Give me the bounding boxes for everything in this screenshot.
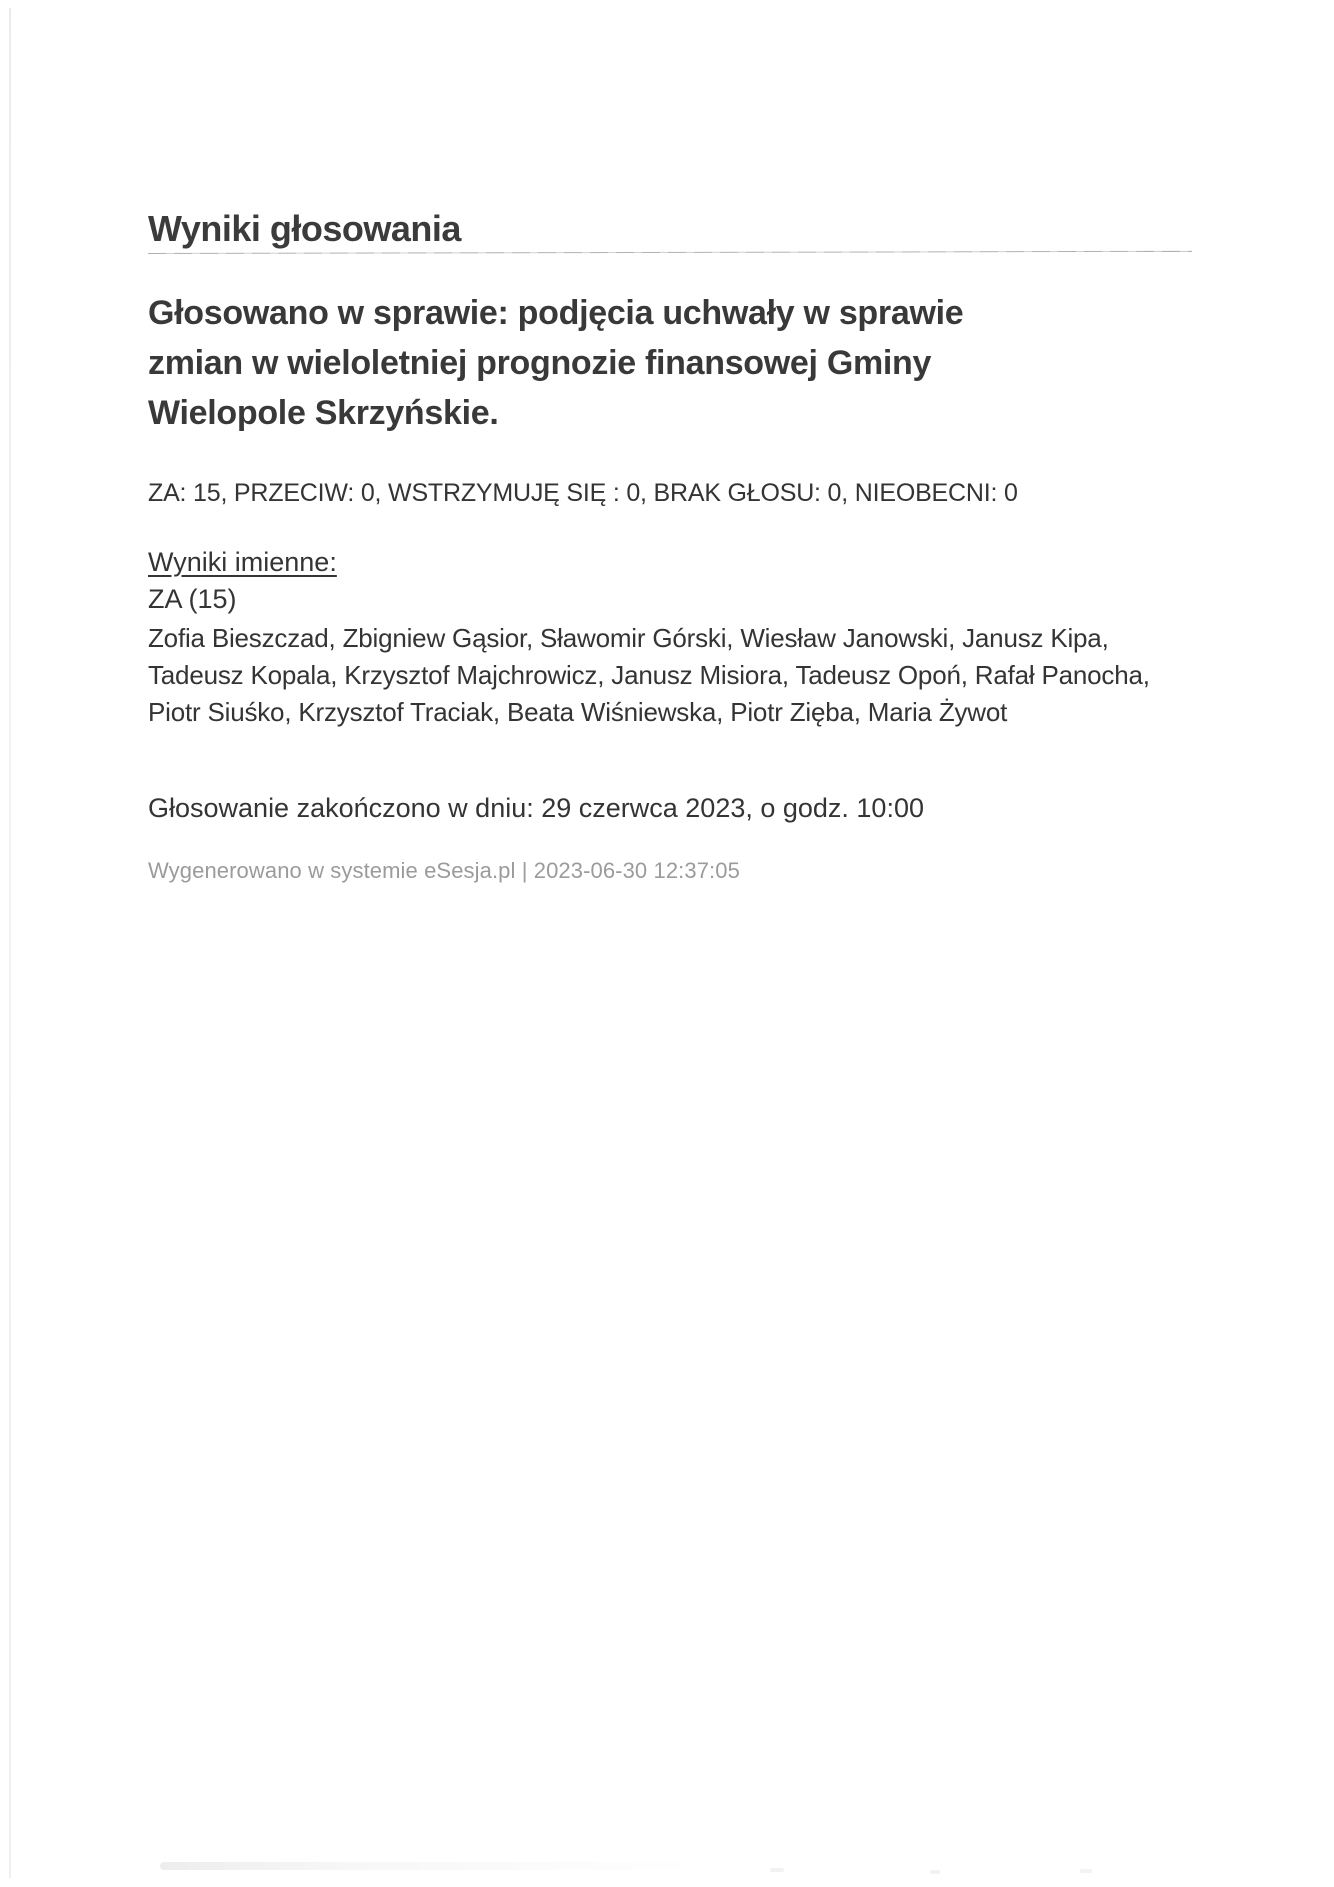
voting-subject-heading (148, 288, 963, 438)
page-title: Wyniki głosowania (148, 208, 461, 250)
za-group-label: ZA (15) (148, 584, 237, 614)
za-names-line-2: Tadeusz Kopala, Krzysztof Majchrowicz, Janusz Misiora, Tadeusz Opoń, Rafał Panocha, (148, 660, 1150, 690)
title-divider (148, 251, 1192, 254)
za-names-line-1: Zofia Bieszczad, Zbigniew Gąsior, Sławomir Górski, Wiesław Janowski, Janusz Kipa, (148, 623, 1109, 653)
voting-subject-line-2: zmian w wieloletniej prognozie finansowej Gminy (148, 344, 932, 382)
scan-edge-artifact (9, 8, 11, 1878)
generated-footer-line: Wygenerowano w systemie eSesja.pl | 2023-06-30 12:37:05 (148, 858, 740, 883)
voting-subject-line-3: Wielopole Skrzyńskie. (148, 394, 499, 432)
voting-subject-line-1: Głosowano w sprawie: podjęcia uchwały w sprawie (148, 294, 964, 332)
scan-dot-artifact (930, 1870, 940, 1874)
scan-smudge-artifact (160, 1862, 700, 1870)
named-results-heading: Wyniki imienne: (148, 547, 337, 577)
voting-closed-line: Głosowanie zakończono w dniu: 29 czerwca 2023, o godz. 10:00 (148, 793, 924, 823)
za-names-line-3: Piotr Siuśko, Krzysztof Traciak, Beata Wiśniewska, Piotr Zięba, Maria Żywot (148, 697, 1008, 727)
scan-dot-artifact (770, 1868, 784, 1872)
za-names-list (148, 620, 1150, 731)
scan-dot-artifact (1080, 1869, 1092, 1873)
vote-summary-line: ZA: 15, PRZECIW: 0, WSTRZYMUJĘ SIĘ : 0, BRAK GŁOSU: 0, NIEOBECNI: 0 (148, 479, 1018, 507)
